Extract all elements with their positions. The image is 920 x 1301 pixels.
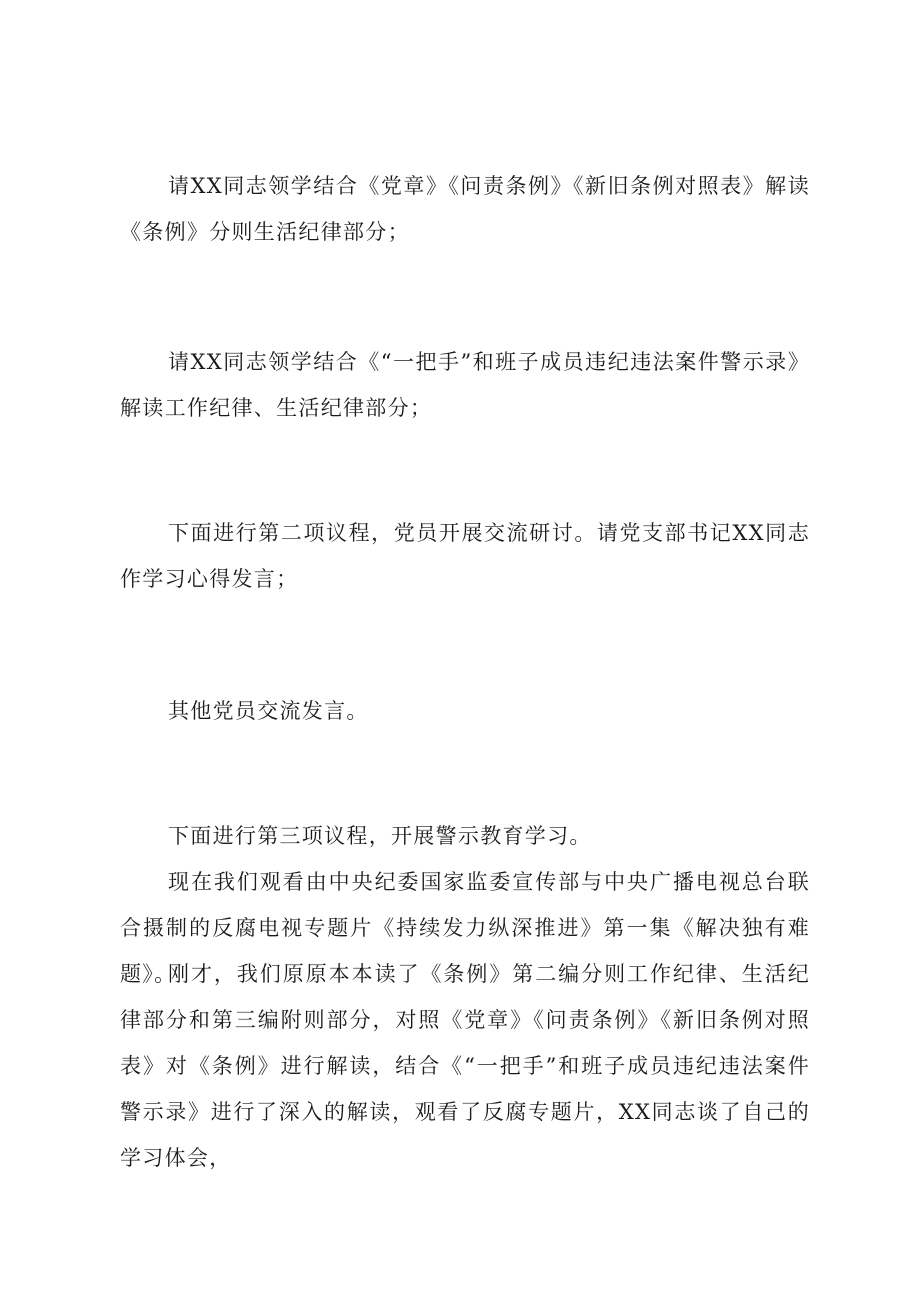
paragraph-summary: 刚才，我们原原本本读了《条例》第二编分则工作纪律、生活纪律部分和第三编附则部分，对照《党章》《问责条例》《新旧条例对照表》对《条例》进行解读，结合《“一把手”和班子成员违纪违法案件警示录》进行了深入的解读，观看了反腐专题片，XX同志谈了自己的学习体会，: [120, 962, 810, 1170]
paragraph-study-warning-record: 请XX同志领学结合《“一把手”和班子成员违纪违法案件警示录》解读工作纪律、生活纪律部分；: [120, 350, 810, 420]
paragraph-agenda-item-three: 下面进行第三项议程，开展警示教育学习。: [168, 824, 592, 848]
paragraph-study-party-constitution: 请XX同志领学结合《党章》《问责条例》《新旧条例对照表》解读《条例》分则生活纪律部分；: [120, 174, 810, 244]
paragraph-other-members-speak: 其他党员交流发言。: [168, 699, 369, 723]
paragraph-agenda-item-two: 下面进行第二项议程，党员开展交流研讨。请党支部书记XX同志作学习心得发言；: [120, 521, 810, 591]
paragraph-watch-documentary: 现在我们观看由中央纪委国家监委宣传部与中央广播电视总台联合摄制的反腐电视专题片《持续发力纵深推进》第一集《解决独有难题》。: [120, 870, 810, 986]
